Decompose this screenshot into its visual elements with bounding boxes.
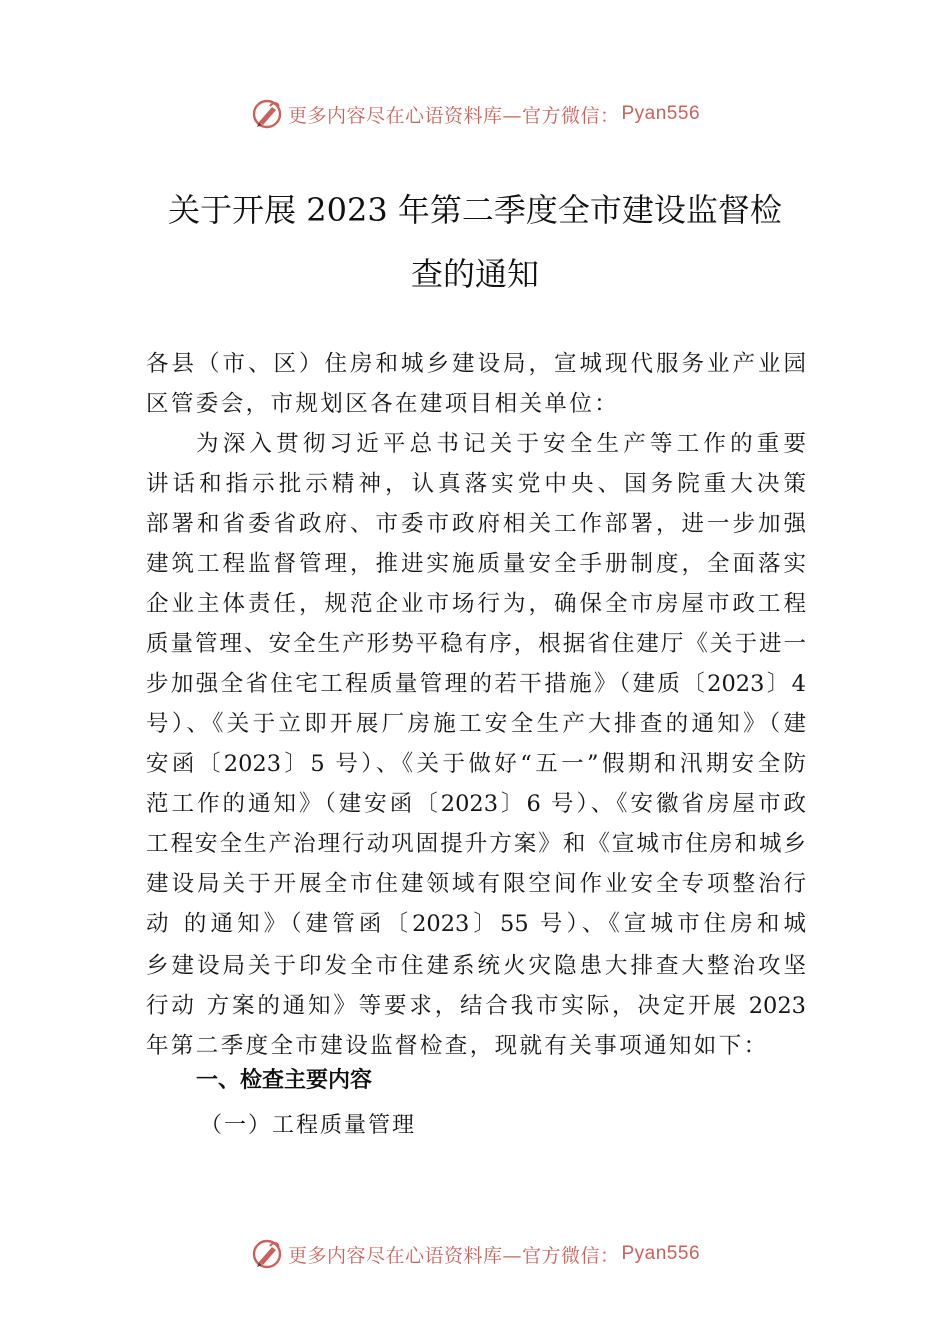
body-line: 行动 方案的通知》等要求，结合我市实际，决定开展 2023	[146, 993, 806, 1019]
body-line: 建筑工程监督管理，推进实施质量安全手册制度，全面落实	[146, 551, 806, 577]
body-line: 号）、《关于立即开展厂房施工安全生产大排查的通知》（建	[146, 711, 806, 737]
body-line: 部署和省委省政府、市委市政府相关工作部署，进一步加强	[146, 511, 806, 537]
body-line: 建设局关于开展全市住建领域有限空间作业安全专项整治行	[146, 871, 806, 897]
body-line: 各县（市、区）住房和城乡建设局，宣城现代服务业产业园	[146, 351, 806, 377]
document-title-line-1: 关于开展 2023 年第二季度全市建设监督检	[168, 191, 782, 229]
pen-logo-icon	[250, 97, 284, 131]
body-line: 年第二季度全市建设监督检查，现就有关事项通知如下：	[146, 1033, 769, 1059]
watermark-wechat-id: Pyan556	[621, 1243, 701, 1264]
body-line: 为深入贯彻习近平总书记关于安全生产等工作的重要	[196, 431, 806, 457]
section-heading: 一、检查主要内容	[196, 1068, 373, 1093]
watermark-footer	[0, 1234, 950, 1274]
body-line: 工程安全生产治理行动巩固提升方案》和《宣城市住房和城乡	[146, 831, 806, 857]
watermark-header	[0, 94, 950, 134]
document-title-line-2: 查的通知	[410, 255, 539, 293]
body-line: 讲话和指示批示精神，认真落实党中央、国务院重大决策	[146, 471, 806, 497]
body-line: 质量管理、安全生产形势平稳有序，根据省住建厅《关于进一	[146, 631, 806, 657]
watermark-text: 更多内容尽在心语资料库—官方微信：	[287, 1244, 620, 1267]
body-line: 乡建设局关于印发全市住建系统火灾隐患大排查大整治攻坚	[146, 953, 806, 979]
body-line: 安函〔2023〕5 号）、《关于做好“五一”假期和汛期安全防	[146, 751, 807, 777]
subsection-heading: （一）工程质量管理	[200, 1113, 417, 1138]
watermark-wechat-id: Pyan556	[621, 103, 701, 124]
body-line: 企业主体责任，规范企业市场行为，确保全市房屋市政工程	[146, 591, 806, 617]
body-line: 步加强全省住宅工程质量管理的若干措施》（建质〔2023〕4	[146, 671, 806, 697]
body-line: 区管委会，市规划区各在建项目相关单位：	[146, 391, 620, 417]
pen-logo-icon	[250, 1237, 284, 1271]
body-line: 范工作的通知》（建安函〔2023〕6 号）、《安徽省房屋市政	[146, 791, 806, 817]
body-line: 动 的通知》（建管函〔2023〕55 号）、《宣城市住房和城	[146, 911, 806, 937]
watermark-text: 更多内容尽在心语资料库—官方微信：	[287, 104, 620, 127]
